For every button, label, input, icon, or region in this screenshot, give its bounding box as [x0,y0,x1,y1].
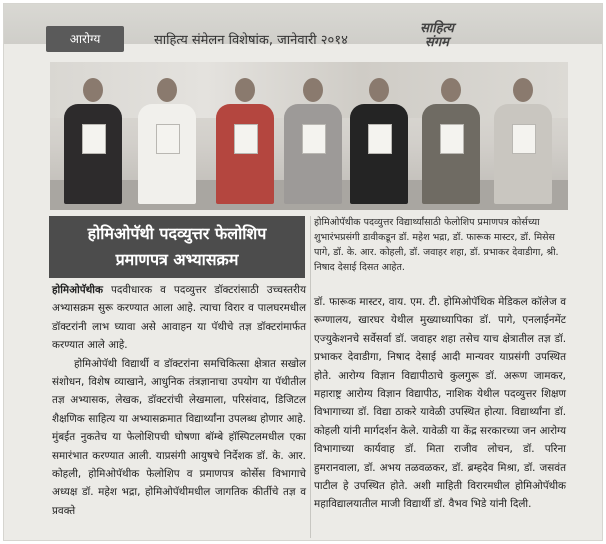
article-paragraph-3: डॉ. फारूक मास्टर, वाय. एम. टी. होमिओपॅथिक मेडिकल कॉलेज व रूग्णालय, खारघर येथील मुख्याध्यापिका डॉ. पागे, एनलाईनमेंट एज्युकेशनचे सर्वेसर्वा डॉ. जवाहर शहा तसेच याच क्षेत्रातील तज्ञ डॉ. प्रभाकर देवाडीगा, निषाद देसाई आदी मान्यवर याप्रसंगी उपस्थित होते. आरोग्य विज्ञान विद्यापीठाचे कुलगुरू डॉ. अरूण जामकर, महाराष्ट्र आरोग्य विज्ञान विद्यापीठ, नाशिक येथील पदव्युत्तर शिक्षण विभागाच्या डॉ. विद्या ठाकरे यावेळी उपस्थित होत्या. विद्यार्थ्यांना डॉ. कोहली यांनी मार्गदर्शन केले. यावेळी या केंद्र सरकारच्या जन आरोग्य विभागाच्या कार्यवाह डॉ. मिता राजीव लोचन, डॉ. परिना हुमरानवाला, डॉ. अभय तळवळकर, डॉ. ब्रम्हदेव मिश्रा, डॉ. जसवंत पाटील हे उपस्थित होते. अशी माहिती विरारमधील होमिओपॅथीक महाविद्यालयातील माजी विद्यार्थी डॉ. वैभव भिडे यांनी दिली. [314,296,566,511]
article-headline [49,216,305,278]
certificate [368,124,392,154]
person-body [138,104,196,204]
person-head [235,78,255,102]
certificate [512,124,536,154]
person-head [83,78,103,102]
article-paragraph-1 [52,281,306,355]
headline-line-1: होमिओपॅथी पदव्युत्तर फेलोशिप [87,224,267,243]
certificate [156,124,180,154]
article-paragraph-2: होमिओपॅथी विद्यार्थी व डॉक्टरांना समचिकित्सा क्षेत्रात सखोल संशोधन, विशेष व्याखाने, आधुनिक तंत्रज्ञानाचा उपयोग या पॅथीतील तज्ञ अभ्यासक, लेखक, डॉक्टरांची लेखमाला, परिसंवाद, डिजिटल शैक्षणिक साहित्य या अभ्यासक्रमात विद्यार्थ्यांना उपलब्ध होणार आहे. मुंबईत नुकतेच या फेलोशिपची घोषणा बॉम्बे हॉस्पिटलमधील एका समारंभात करण्यात आली. याप्रसंगी आयुषचे निर्देशक डॉ. के. आर. कोहली, होमिओपॅथीक फेलोशिप व प्रमाणपत्र कोर्सेस विभागाचे अध्यक्ष डॉ. महेश भद्रा, होमिओपॅथीमधील जागतिक कीर्तीचे तज्ञ व प्रवक्ते [52,357,306,517]
section-tag: आरोग्य [46,26,124,52]
article-column-2 [314,293,566,514]
event-photo [50,62,568,210]
paragraph-1-text: पदवीधारक व पदव्युत्तर डॉक्टरांसाठी उच्चस्तरीय अभ्यासक्रम सुरू करण्यात आला आहे. त्याचा विरार व पालघरमधील डॉक्टरांनी लाभ घ्यावा असे आवाहन या पॅथीचे तज्ञ डॉक्टरांमार्फत करण्यात आले आहे. [52,284,306,352]
article-column-1 [52,281,306,520]
person-head [157,78,177,102]
certificate [82,124,106,154]
certificate [440,124,464,154]
person-body [64,104,122,204]
publication-logo: साहित्य संगम [420,21,454,50]
newspaper-page [3,3,603,541]
headline-line-2: प्रमाणपत्र अभ्यासक्रम [115,250,239,269]
person-head [441,78,461,102]
lead-word: होमिओपॅथीक [52,284,103,296]
person-body [350,104,408,204]
photo-caption: होमिओपॅथीक पदव्युत्तर विद्यार्थ्यांसाठी फेलोशिप प्रमाणपत्र कोर्सच्या शुभारंभप्रसंगी डावीकडून डॉ. महेश भद्रा, डॉ. फारूक मास्टर, डॉ. मिसेस पागे, डॉ. के. आर. कोहली, डॉ. जवाहर शहा, डॉ. प्रभाकर देवाडीगा, श्री. निषाद देसाई दिसत आहेत. [314,217,559,273]
person-body [494,104,552,204]
issue-title: साहित्य संमेलन विशेषांक, जानेवारी २०१४ [154,33,348,48]
person-head [303,78,323,102]
certificate [234,124,258,154]
person-head [513,78,533,102]
person-body [216,104,274,204]
column-divider [310,216,311,538]
person-head [369,78,389,102]
person-body [422,104,480,204]
certificate [302,124,326,154]
person-body [284,104,342,204]
